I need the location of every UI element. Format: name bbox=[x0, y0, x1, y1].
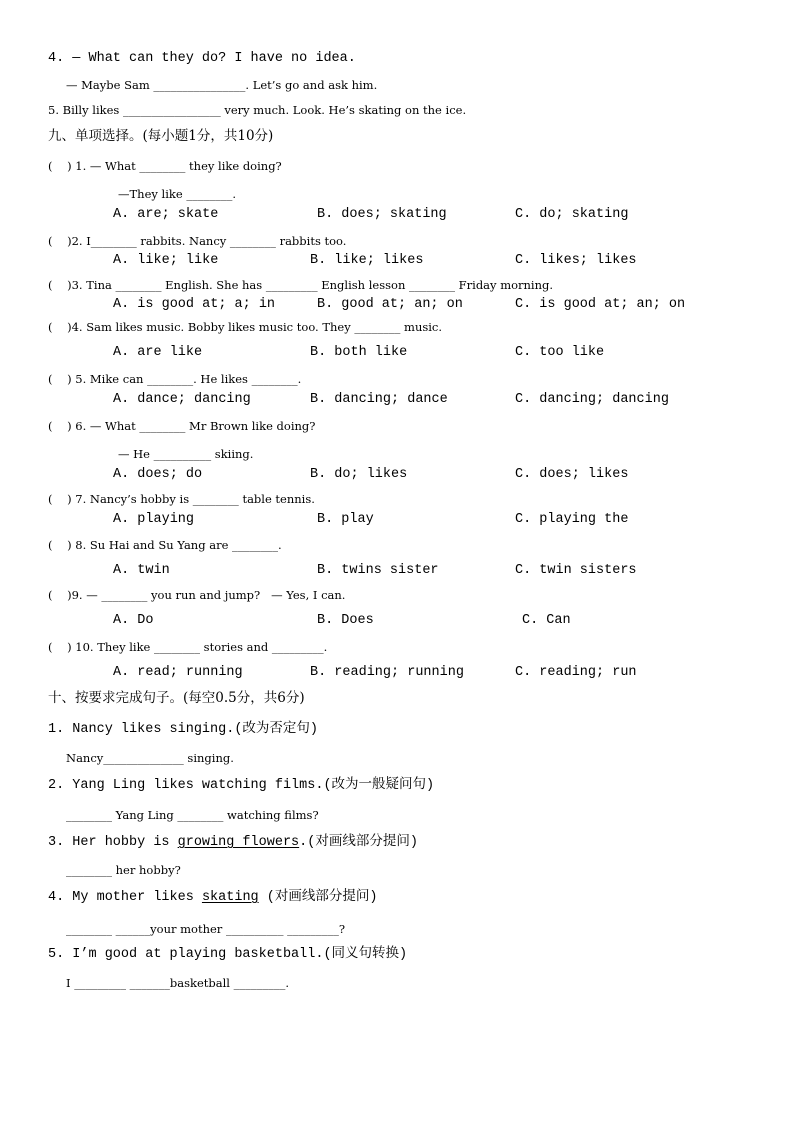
mc-q2-stem: ( )2. I________ rabbits. Nancy ________ rabbits too. bbox=[48, 234, 347, 248]
mc-q7-option-b: B. play bbox=[317, 512, 374, 527]
mc-q6-stem: ( ) 6. — What ________ Mr Brown like doing? bbox=[48, 419, 316, 433]
mc-q7-stem: ( ) 7. Nancy’s hobby is ________ table tennis. bbox=[48, 492, 315, 506]
rewrite-q4-answer: ________ ______your mother __________ _________? bbox=[66, 922, 346, 936]
rewrite-q1-sentence: 1. Nancy likes singing.(改为否定句) bbox=[48, 722, 319, 737]
mc-q2-option-a: A. like; like bbox=[113, 253, 219, 268]
rewrite-q5-sentence: 5. I’m good at playing basketball.(同义句转换) bbox=[48, 947, 408, 962]
rewrite-q4-underlined-phrase: skating bbox=[201, 890, 259, 905]
rewrite-q4-sentence-start: 4. My mother likes bbox=[48, 890, 202, 905]
mc-q9-option-c: C. Can bbox=[522, 613, 571, 628]
mc-q7-option-c: C. playing the bbox=[515, 512, 629, 527]
mc-q9-option-a: A. Do bbox=[113, 613, 154, 628]
rewrite-q1-answer: Nancy______________ singing. bbox=[66, 751, 234, 765]
mc-q5-option-a: A. dance; dancing bbox=[113, 392, 251, 407]
mc-q8-option-a: A. twin bbox=[113, 563, 170, 578]
rewrite-q3-sentence-start: 3. Her hobby is bbox=[48, 835, 178, 850]
mc-q8-option-c: C. twin sisters bbox=[515, 563, 637, 578]
rewrite-q3-answer: ________ her hobby? bbox=[66, 863, 181, 877]
mc-q3-stem: ( )3. Tina ________ English. She has _________ English lesson ________ Friday morning. bbox=[48, 278, 554, 292]
mc-q1-option-a: A. are; skate bbox=[113, 207, 219, 222]
mc-q2-option-b: B. like; likes bbox=[310, 253, 424, 268]
mc-q7-option-a: A. playing bbox=[113, 512, 195, 527]
rewrite-q4-sentence-end: (对画线部分提问) bbox=[258, 890, 378, 905]
mc-q1-option-b: B. does; skating bbox=[317, 207, 447, 222]
mc-q4-option-a: A. are like bbox=[113, 345, 203, 360]
rewrite-q3-underlined-phrase: growing flowers bbox=[177, 835, 300, 850]
mc-q9-stem: ( )9. — ________ you run and jump? — Yes, I can. bbox=[48, 588, 346, 602]
mc-q10-option-c: C. reading; run bbox=[515, 665, 637, 680]
mc-q10-option-b: B. reading; running bbox=[310, 665, 464, 680]
q4-question: 4. — What can they do? I have no idea. bbox=[48, 51, 356, 66]
mc-q6-stem2: — He __________ skiing. bbox=[118, 447, 254, 461]
section9-heading: 九、单项选择。(每小题1分，共10分) bbox=[48, 128, 274, 144]
rewrite-q3-sentence-end: .(对画线部分提问) bbox=[299, 835, 418, 850]
mc-q4-option-b: B. both like bbox=[310, 345, 408, 360]
section10-heading: 十、按要求完成句子。(每空0.5分，共6分) bbox=[48, 690, 305, 706]
mc-q6-option-a: A. does; do bbox=[113, 467, 203, 482]
mc-q5-option-c: C. dancing; dancing bbox=[515, 392, 669, 407]
q5-line: 5. Billy likes _________________ very much. Look. He’s skating on the ice. bbox=[48, 103, 467, 117]
rewrite-q3-sentence bbox=[48, 836, 418, 850]
rewrite-q5-answer: I _________ _______basketball _________. bbox=[66, 976, 290, 990]
mc-q8-stem: ( ) 8. Su Hai and Su Yang are ________. bbox=[48, 538, 282, 552]
mc-q9-option-b: B. Does bbox=[317, 613, 374, 628]
mc-q3-option-b: B. good at; an; on bbox=[317, 297, 463, 312]
mc-q5-stem: ( ) 5. Mike can ________. He likes ________. bbox=[48, 372, 302, 386]
mc-q1-stem: ( ) 1. — What ________ they like doing? bbox=[48, 159, 282, 173]
mc-q1-stem2: —They like ________. bbox=[118, 187, 236, 201]
mc-q3-option-a: A. is good at; a; in bbox=[113, 297, 276, 312]
mc-q1-option-c: C. do; skating bbox=[515, 207, 629, 222]
mc-q5-option-b: B. dancing; dance bbox=[310, 392, 448, 407]
mc-q8-option-b: B. twins sister bbox=[317, 563, 439, 578]
mc-q4-stem: ( )4. Sam likes music. Bobby likes music too. They ________ music. bbox=[48, 320, 443, 334]
mc-q4-option-c: C. too like bbox=[515, 345, 605, 360]
mc-q6-option-b: B. do; likes bbox=[310, 467, 408, 482]
mc-q2-option-c: C. likes; likes bbox=[515, 253, 637, 268]
rewrite-q2-sentence: 2. Yang Ling likes watching films.(改为一般疑问句) bbox=[48, 778, 435, 793]
rewrite-q2-answer: ________ Yang Ling ________ watching films? bbox=[66, 808, 319, 822]
mc-q3-option-c: C. is good at; an; on bbox=[515, 297, 686, 312]
mc-q10-option-a: A. read; running bbox=[113, 665, 243, 680]
q4-answer-line: — Maybe Sam ________________. Let’s go and ask him. bbox=[66, 78, 378, 92]
rewrite-q4-sentence bbox=[48, 891, 377, 905]
mc-q6-option-c: C. does; likes bbox=[515, 467, 629, 482]
mc-q10-stem: ( ) 10. They like ________ stories and _________. bbox=[48, 640, 328, 654]
